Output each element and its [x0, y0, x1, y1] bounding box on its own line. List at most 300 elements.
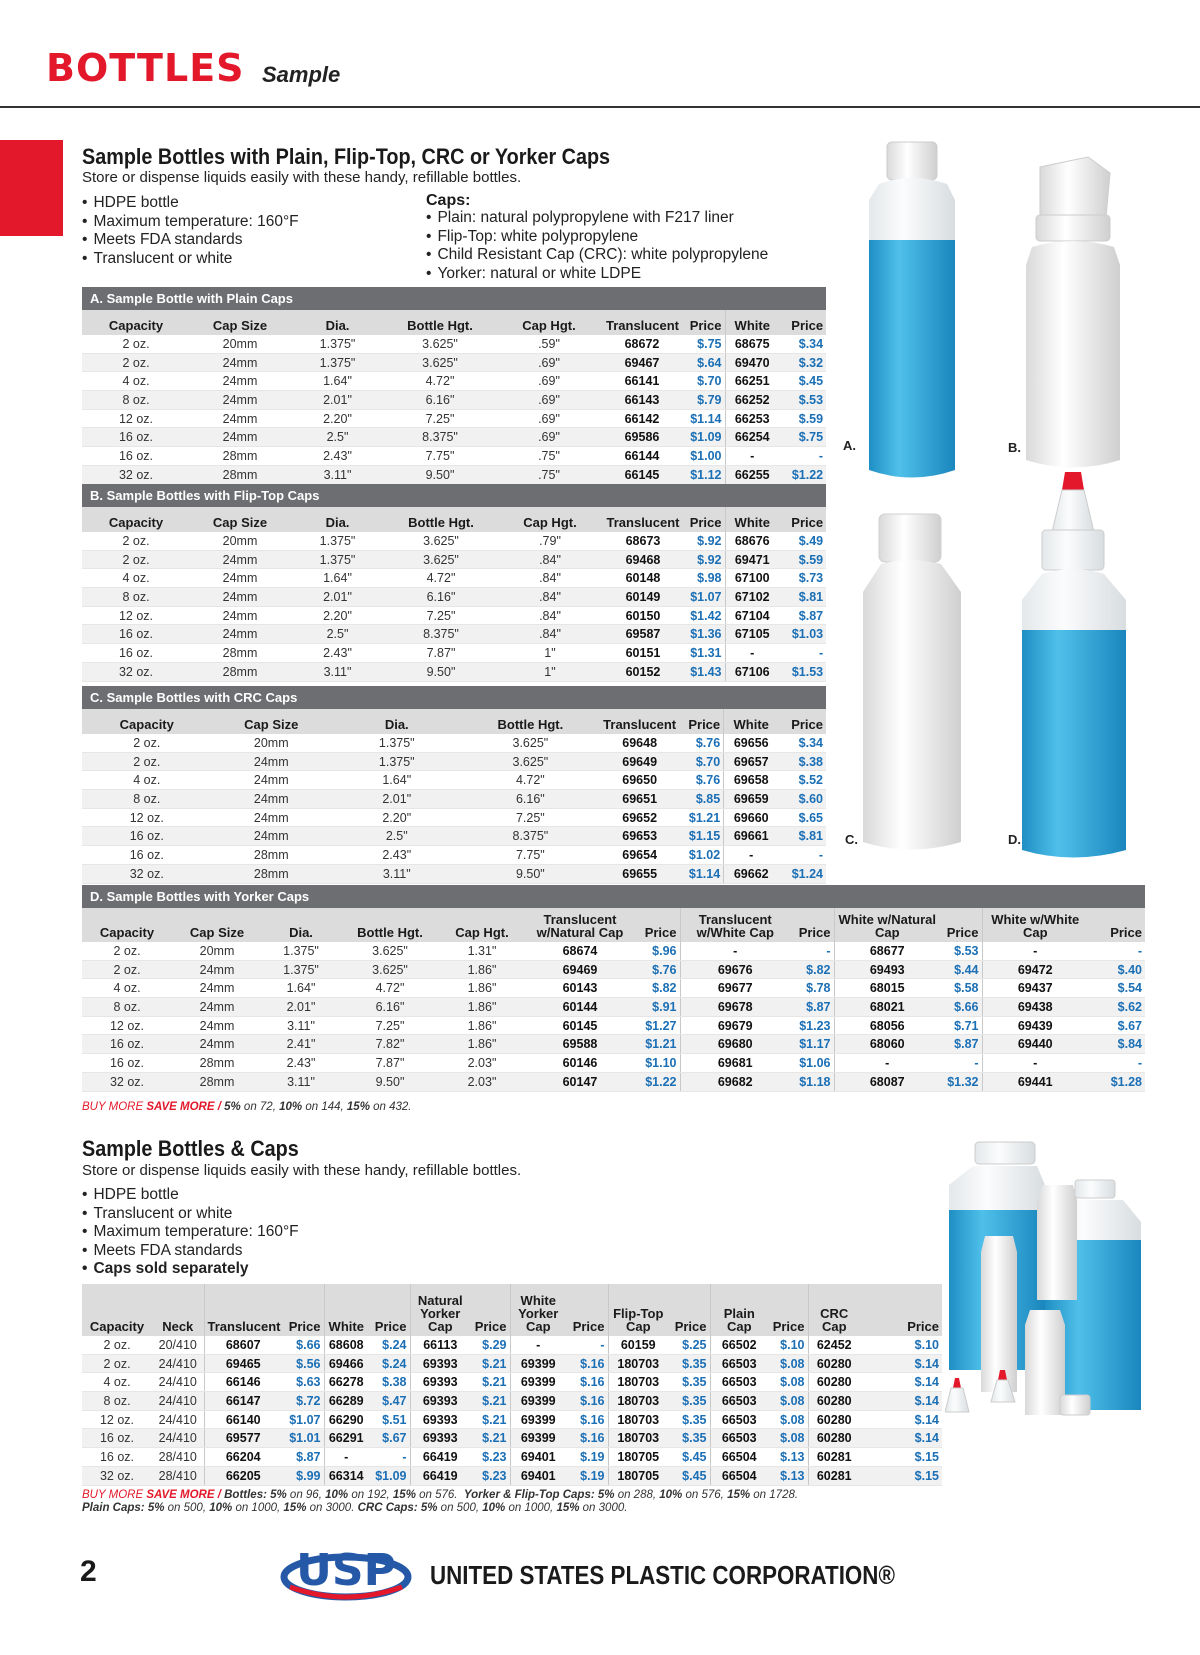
table-row	[82, 465, 826, 484]
table-cell: 24mm	[212, 790, 331, 809]
table-cell: .59"	[495, 335, 603, 353]
price-cell: $.32	[779, 353, 826, 372]
price-cell: $.14	[860, 1410, 942, 1429]
item-number-cell: 66142	[603, 409, 681, 428]
price-cell: $1.28	[1088, 1072, 1145, 1091]
column-header: Bottle Hgt.	[340, 908, 440, 942]
item-number-cell: 69677	[680, 979, 790, 998]
item-number-cell: -	[724, 846, 779, 865]
price-cell: $.23	[470, 1466, 510, 1485]
table-cell: 9.50"	[340, 1072, 440, 1091]
table-cell: 2.03"	[440, 1072, 524, 1091]
item-number-cell: 180705	[608, 1448, 668, 1467]
item-number-cell: 68015	[834, 979, 940, 998]
price-cell: $.35	[668, 1354, 710, 1373]
column-header: Price	[681, 310, 725, 335]
price-cell: $.08	[768, 1354, 808, 1373]
price-cell: $.44	[940, 960, 982, 979]
table-cell: 24mm	[212, 808, 331, 827]
price-cell: $1.21	[636, 1035, 680, 1054]
table-cell: 20mm	[190, 532, 290, 550]
table-cell: 12 oz.	[82, 409, 190, 428]
bottles-group-image	[945, 1140, 1150, 1425]
column-header: Price	[779, 310, 826, 335]
column-header: Translucent w/Natural Cap	[524, 908, 636, 942]
item-number-cell: 69653	[598, 827, 681, 846]
section2-features	[82, 1186, 299, 1279]
table-cell: .69"	[495, 391, 603, 410]
table-cell: 28mm	[212, 846, 331, 865]
table-cell: .79"	[497, 532, 603, 550]
price-cell: $.16	[566, 1410, 608, 1429]
item-number-cell: 180703	[608, 1429, 668, 1448]
column-header: Price	[636, 908, 680, 942]
table-cell: 24mm	[190, 569, 290, 588]
price-cell: $1.02	[681, 846, 724, 865]
price-cell: $.21	[470, 1429, 510, 1448]
item-number-cell: 69393	[410, 1410, 470, 1429]
table-header-row	[82, 1284, 942, 1336]
table-cell: 24mm	[190, 588, 290, 607]
column-header: Price	[778, 709, 826, 734]
price-cell: $1.42	[683, 606, 725, 625]
column-header: Translucent	[204, 1284, 282, 1336]
item-number-cell: 66502	[710, 1336, 768, 1354]
column-header: Translucent	[603, 507, 683, 532]
table-cell: 28mm	[190, 447, 290, 466]
table-row	[82, 808, 826, 827]
table-cell: 28mm	[172, 1072, 262, 1091]
price-cell: $.24	[368, 1336, 410, 1354]
table-cell: 24mm	[190, 606, 290, 625]
image-label-c: C.	[845, 832, 858, 847]
price-cell: -	[940, 1054, 982, 1073]
column-header: White w/Natural Cap	[834, 908, 940, 942]
item-number-cell: 69437	[982, 979, 1088, 998]
table-cell: 2 oz.	[82, 960, 172, 979]
item-number-cell: 68060	[834, 1035, 940, 1054]
table-cell: 24/410	[152, 1410, 204, 1429]
price-cell: $.87	[790, 998, 834, 1017]
cap-item: • Flip-Top: white polypropylene	[426, 228, 768, 247]
price-cell: $.19	[566, 1466, 608, 1485]
table-cell: 12 oz.	[82, 606, 190, 625]
table-row	[82, 846, 826, 865]
table-cell: 3.625"	[385, 532, 497, 550]
item-number-cell: 68607	[204, 1336, 282, 1354]
table-cell: .69"	[495, 353, 603, 372]
item-number-cell: 69440	[982, 1035, 1088, 1054]
table-cell: 24/410	[152, 1354, 204, 1373]
price-cell: $.91	[636, 998, 680, 1017]
item-number-cell: 69649	[598, 752, 681, 771]
section2-title: Sample Bottles & Caps	[82, 1136, 299, 1161]
column-header: Bottle Hgt.	[385, 507, 497, 532]
table-cell: 24mm	[172, 1035, 262, 1054]
column-header: Bottle Hgt.	[385, 310, 495, 335]
item-number-cell: 60280	[808, 1392, 860, 1411]
item-number-cell: -	[725, 644, 779, 663]
table-cell: 6.16"	[463, 790, 599, 809]
price-cell: $.45	[668, 1466, 710, 1485]
table-cell: .84"	[497, 625, 603, 644]
table-cell: 3.625"	[463, 752, 599, 771]
price-cell: $.66	[940, 998, 982, 1017]
price-cell: $1.07	[282, 1410, 324, 1429]
table-header-row	[82, 709, 826, 734]
item-number-cell: 66144	[603, 447, 681, 466]
table-cell: 1.64"	[331, 771, 463, 790]
item-number-cell: 66251	[725, 372, 779, 391]
discount-qty: on 3000.	[306, 1502, 358, 1514]
item-number-cell: 60281	[808, 1466, 860, 1485]
column-header: Price	[1088, 908, 1145, 942]
table-cell: 2 oz.	[82, 353, 190, 372]
price-cell: $1.24	[778, 864, 826, 883]
item-number-cell: 69650	[598, 771, 681, 790]
feature-item: • Maximum temperature: 160°F	[82, 1223, 299, 1242]
cap-item: • Plain: natural polypropylene with F217 liner	[426, 209, 768, 228]
item-number-cell: 60146	[524, 1054, 636, 1073]
table-cell: 2.5"	[290, 625, 385, 644]
price-cell: $.52	[778, 771, 826, 790]
table-cell: 2.5"	[290, 428, 385, 447]
table-plain-caps	[82, 287, 826, 485]
price-cell: $.47	[368, 1392, 410, 1411]
discount-pct: 15%	[392, 1489, 416, 1501]
table-cell: 28mm	[212, 864, 331, 883]
item-number-cell: 60147	[524, 1072, 636, 1091]
item-number-cell: 69466	[324, 1354, 368, 1373]
page-subtitle: Sample	[262, 62, 341, 87]
table-row	[82, 409, 826, 428]
discount-qty: on 576.	[415, 1489, 458, 1501]
item-number-cell: 69587	[603, 625, 683, 644]
column-header: Price	[860, 1284, 942, 1336]
table-cell: 1.375"	[290, 550, 385, 569]
item-number-cell: 180705	[608, 1466, 668, 1485]
price-cell: $.35	[668, 1373, 710, 1392]
table-cell: 2.03"	[440, 1054, 524, 1073]
table-cell: 4 oz.	[82, 1373, 152, 1392]
column-header: Plain Cap	[710, 1284, 768, 1336]
price-cell: $.45	[668, 1448, 710, 1467]
price-cell: $1.36	[683, 625, 725, 644]
table-cell: 1.375"	[290, 532, 385, 550]
price-cell: $.81	[778, 827, 826, 846]
item-number-cell: 66503	[710, 1392, 768, 1411]
table-row	[82, 864, 826, 883]
price-cell: $1.32	[940, 1072, 982, 1091]
item-number-cell: 69399	[510, 1429, 566, 1448]
item-number-cell: 60144	[524, 998, 636, 1017]
item-number-cell: 180703	[608, 1373, 668, 1392]
item-number-cell: 60281	[808, 1448, 860, 1467]
discount-qty: on 1000,	[232, 1502, 284, 1514]
price-cell: $.10	[860, 1336, 942, 1354]
table-cell: 20/410	[152, 1336, 204, 1354]
table-row	[82, 1410, 942, 1429]
table-cell: 2.43"	[290, 447, 385, 466]
table-title: C. Sample Bottles with CRC Caps	[82, 686, 826, 709]
table-cell: 1.64"	[262, 979, 340, 998]
price-cell: $.21	[470, 1354, 510, 1373]
table-cell: 16 oz.	[82, 625, 190, 644]
price-cell: $.16	[566, 1392, 608, 1411]
price-cell: $1.06	[790, 1054, 834, 1073]
price-cell: $.53	[940, 942, 982, 960]
price-cell: $1.03	[779, 625, 826, 644]
table-cell: 24mm	[212, 752, 331, 771]
table-cell: 1.86"	[440, 960, 524, 979]
price-cell: -	[1088, 942, 1145, 960]
table-cell: 6.16"	[385, 588, 497, 607]
price-cell: $1.21	[681, 808, 724, 827]
price-cell: $.58	[940, 979, 982, 998]
table-cell: 9.50"	[385, 662, 497, 681]
table-cell: 16 oz.	[82, 447, 190, 466]
feature-item: • Maximum temperature: 160°F	[82, 213, 299, 232]
column-header: Capacity	[82, 310, 190, 335]
item-number-cell: -	[510, 1336, 566, 1354]
item-number-cell: 69393	[410, 1373, 470, 1392]
column-header: Price	[790, 908, 834, 942]
table-cell: 1.64"	[290, 372, 385, 391]
item-number-cell: 66145	[603, 465, 681, 484]
table-cell: 3.11"	[262, 1072, 340, 1091]
bottles-caps-discount-note	[82, 1489, 798, 1515]
table-cell: 2.20"	[331, 808, 463, 827]
discount-pct: CRC Caps: 5%	[357, 1502, 438, 1514]
item-number-cell: 69493	[834, 960, 940, 979]
table-cell: 20mm	[172, 942, 262, 960]
table-cell: 7.87"	[340, 1054, 440, 1073]
price-cell: $.67	[1088, 1016, 1145, 1035]
discount-pct: 10%	[659, 1489, 683, 1501]
table-cell: 3.625"	[340, 942, 440, 960]
item-number-cell: 66253	[725, 409, 779, 428]
table-cell: 1.375"	[331, 752, 463, 771]
table-row	[82, 1035, 1145, 1054]
price-cell: $.15	[860, 1448, 942, 1467]
item-number-cell: 69659	[724, 790, 779, 809]
discount-qty: on 288,	[614, 1489, 660, 1501]
item-number-cell: -	[324, 1448, 368, 1467]
item-number-cell: 66314	[324, 1466, 368, 1485]
discount-pct: 15%	[556, 1502, 580, 1514]
caps-heading: Caps:	[426, 192, 471, 209]
table-cell: 2 oz.	[82, 942, 172, 960]
item-number-cell: 68021	[834, 998, 940, 1017]
item-number-cell: 60280	[808, 1410, 860, 1429]
table-cell: 3.625"	[385, 353, 495, 372]
table-row	[82, 752, 826, 771]
table-cell: 7.25"	[385, 606, 497, 625]
column-header: Price	[470, 1284, 510, 1336]
price-cell: $.76	[636, 960, 680, 979]
item-number-cell: 60150	[603, 606, 683, 625]
table-row	[82, 447, 826, 466]
price-cell: $1.09	[368, 1466, 410, 1485]
price-cell: $.38	[778, 752, 826, 771]
column-header: White	[724, 709, 779, 734]
item-number-cell: 69393	[410, 1429, 470, 1448]
price-cell: $.73	[779, 569, 826, 588]
item-number-cell: 180703	[608, 1410, 668, 1429]
price-cell: $.08	[768, 1392, 808, 1411]
table-cell: 28mm	[190, 465, 290, 484]
item-number-cell: 69586	[603, 428, 681, 447]
table-row	[82, 391, 826, 410]
item-number-cell: 69577	[204, 1429, 282, 1448]
price-cell: $.16	[566, 1429, 608, 1448]
table-cell: 3.625"	[385, 335, 495, 353]
table-cell: .69"	[495, 372, 603, 391]
item-number-cell: 69441	[982, 1072, 1088, 1091]
item-number-cell: 69472	[982, 960, 1088, 979]
feature-item: • Translucent or white	[82, 1205, 299, 1224]
table-yorker-caps	[82, 885, 1145, 1092]
item-number-cell: 69682	[680, 1072, 790, 1091]
item-number-cell: 69439	[982, 1016, 1088, 1035]
column-header: Cap Size	[172, 908, 262, 942]
table-cell: 24/410	[152, 1392, 204, 1411]
table-row	[82, 827, 826, 846]
table-cell: 7.25"	[340, 1016, 440, 1035]
price-cell: $1.07	[683, 588, 725, 607]
column-header: Dia.	[290, 310, 385, 335]
usp-logo-text: USP	[296, 1545, 396, 1596]
item-number-cell: 69660	[724, 808, 779, 827]
column-header: Cap Size	[212, 709, 331, 734]
table-cell: 16 oz.	[82, 827, 212, 846]
item-number-cell: 180703	[608, 1354, 668, 1373]
price-cell: $.78	[790, 979, 834, 998]
price-cell: $1.15	[681, 827, 724, 846]
item-number-cell: 68087	[834, 1072, 940, 1091]
item-number-cell: -	[834, 1054, 940, 1073]
price-cell: $.65	[778, 808, 826, 827]
item-number-cell: 66143	[603, 391, 681, 410]
table-cell: 28/410	[152, 1448, 204, 1467]
table-cell: 1.375"	[290, 353, 385, 372]
table-cell: 4.72"	[385, 372, 495, 391]
price-cell: $.70	[681, 752, 724, 771]
table-row	[82, 942, 1145, 960]
item-number-cell: 68675	[725, 335, 779, 353]
table-cell: 16 oz.	[82, 846, 212, 865]
item-number-cell: 66147	[204, 1392, 282, 1411]
table-cell: 2 oz.	[82, 532, 190, 550]
price-cell: $.75	[681, 335, 725, 353]
item-number-cell: 69662	[724, 864, 779, 883]
table-row	[82, 569, 826, 588]
price-cell: $.13	[768, 1466, 808, 1485]
bottle-image-crc-cap	[855, 512, 970, 857]
price-cell: $.35	[668, 1392, 710, 1411]
table-cell: 1.64"	[290, 569, 385, 588]
table-cell: 2.20"	[290, 606, 385, 625]
item-number-cell: 66504	[710, 1466, 768, 1485]
price-cell: -	[779, 447, 826, 466]
column-header: White	[725, 507, 779, 532]
table-row	[82, 734, 826, 752]
item-number-cell: 68608	[324, 1336, 368, 1354]
table-cell: 2.5"	[331, 827, 463, 846]
table-cell: 1.86"	[440, 1016, 524, 1035]
price-cell: $.08	[768, 1373, 808, 1392]
column-header: Flip-Top Cap	[608, 1284, 668, 1336]
price-cell: $.75	[779, 428, 826, 447]
column-header: White	[725, 310, 779, 335]
table-row	[82, 1466, 942, 1485]
item-number-cell: 69469	[524, 960, 636, 979]
item-number-cell: 69678	[680, 998, 790, 1017]
discount-pct: 15%	[346, 1101, 370, 1113]
price-cell: $.24	[368, 1354, 410, 1373]
table-cell: 4.72"	[463, 771, 599, 790]
feature-item: • Meets FDA standards	[82, 231, 299, 250]
item-number-cell: 66503	[710, 1410, 768, 1429]
price-cell: $1.14	[681, 409, 725, 428]
table-cell: 2.20"	[290, 409, 385, 428]
feature-item: • HDPE bottle	[82, 194, 299, 213]
item-number-cell: 69655	[598, 864, 681, 883]
table-cell: .69"	[495, 409, 603, 428]
table-row	[82, 1054, 1145, 1073]
column-header: White	[324, 1284, 368, 1336]
table-cell: 2 oz.	[82, 335, 190, 353]
table-cell: 4 oz.	[82, 979, 172, 998]
item-number-cell: 67106	[725, 662, 779, 681]
item-number-cell: 69399	[510, 1373, 566, 1392]
discount-pct: 10%	[209, 1502, 233, 1514]
item-number-cell: 68676	[725, 532, 779, 550]
cap-item: • Child Resistant Cap (CRC): white polypropylene	[426, 246, 768, 265]
table-row	[82, 790, 826, 809]
price-cell: $.96	[636, 942, 680, 960]
table-cell: 24mm	[190, 353, 290, 372]
column-header: Translucent	[598, 709, 681, 734]
item-number-cell: 68674	[524, 942, 636, 960]
price-cell: $1.17	[790, 1035, 834, 1054]
table-row	[82, 1336, 942, 1354]
table-cell: 7.75"	[385, 447, 495, 466]
table-row	[82, 1392, 942, 1411]
column-header: Cap Hgt.	[495, 310, 603, 335]
column-header: Price	[940, 908, 982, 942]
table-cell: 32 oz.	[82, 1072, 172, 1091]
discount-pct: 10%	[325, 1489, 349, 1501]
table-cell: 24/410	[152, 1429, 204, 1448]
table-header-row	[82, 310, 826, 335]
item-number-cell: 66419	[410, 1448, 470, 1467]
price-cell: $.13	[768, 1448, 808, 1467]
table-row	[82, 1448, 942, 1467]
price-cell: $.60	[778, 790, 826, 809]
table-row	[82, 625, 826, 644]
table-cell: 8 oz.	[82, 391, 190, 410]
table-cell: 16 oz.	[82, 644, 190, 663]
item-number-cell: 60151	[603, 644, 683, 663]
price-cell: $1.12	[681, 465, 725, 484]
price-cell: $1.09	[681, 428, 725, 447]
discount-pct: 15%	[283, 1502, 307, 1514]
feature-item: • Translucent or white	[82, 250, 299, 269]
table-row	[82, 998, 1145, 1017]
table-cell: 32 oz.	[82, 465, 190, 484]
column-header: Price	[282, 1284, 324, 1336]
